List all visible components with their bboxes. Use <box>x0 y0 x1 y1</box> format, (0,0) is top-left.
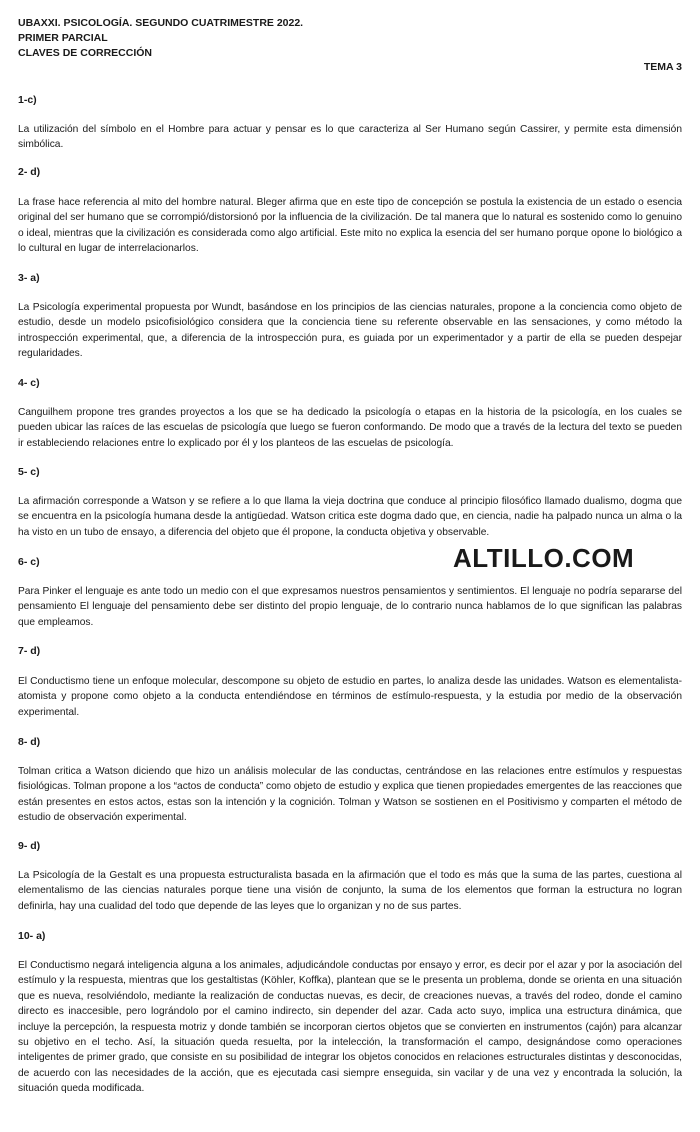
answer-2-label: 2- d) <box>18 166 41 178</box>
answer-1-text: La utilización del símbolo en el Hombre para actuar y pensar es lo que caracteriza al Ser Humano según Cassirer, y permite esta dimensión simbólica. <box>18 124 682 151</box>
answer-7-label: 7- d) <box>18 645 41 657</box>
answer-4-label: 4- c) <box>18 377 40 389</box>
header-line-2: PRIMER PARCIAL <box>18 32 108 44</box>
document-header <box>18 16 303 61</box>
tema-label: TEMA 3 <box>643 61 682 73</box>
answer-10-text: El Conductismo negará inteligencia alguna a los animales, adjudicándole conductas por ensayo y error, es decir por el azar y por la asociación del estímulo y la respuesta, mientras que los gestaltistas (Köhler, Koffka), plantean que se le presenta un problema, donde se orienta en una situación que es nueva, resolviéndolo, mediante la realización de conductas nuevas, es decir, de creaciones nuevas, a través del rodeo, donde el camino directo es inaccesible, pero lográndolo por el camino indirecto, sin depender del azar. Cada acto suyo, implica una estructura dinámica, que incluye la percepción, la respuesta motriz y donde también se incorporan ciertos objetos que se convierten en instrumentos (cajón) para alcanzar su objetivo en el techo. Así, la situación queda resuelta, por la intelección, la transformación el campo, designándose como operaciones inteligentes de primer grado, que consiste en su posibilidad de integrar los objetos conocidos en relaciones estructurales distintas y desconocidas, de acuerdo con las necesidades de la acción, que es ejecutada casi siempre enseguida, sin vacilar y de una vez y encontrada la solución, la situación queda modificada. <box>18 960 682 1095</box>
answer-4-text: Canguilhem propone tres grandes proyectos a los que se ha dedicado la psicología o etapas en la historia de la psicología, en los cuales se pueden ubicar las raíces de las escuelas de psicología que luego se fueron conformando. De modo que a través de la lectura del texto se pueden ir estableciendo relaciones entre lo explicado por él y los planteos de las escuelas de psicología. <box>18 407 682 449</box>
answer-5-label: 5- c) <box>18 466 40 478</box>
answer-6-label: 6- c) <box>18 556 40 568</box>
answer-8-label: 8- d) <box>18 736 41 748</box>
answer-2-text: La frase hace referencia al mito del hombre natural. Bleger afirma que en este tipo de concepción se postula la existencia de un estado o esencia original del ser humano que se corrompió/distorsionó por la influencia de la civilización. De tal manera que lo natural es sostenido como lo genuino o ideal, mientras que la civilización es considerada como algo artificial. Este mito no explica la esencia del ser humano porque opone lo biológico a lo cultural en lugar de interrelacionarlos. <box>18 197 682 255</box>
answer-5-text: La afirmación corresponde a Watson y se refiere a lo que llama la vieja doctrina que conduce al principio filosófico llamado dualismo, dogma que se encuentra en la psicología humana desde la antigüedad. Watson critica este dogma dado que, en ciencia, nadie ha palpado nunca un alma o la ha visto en un tubo de ensayo, a diferencia del objeto que él propone, la conducta objetiva y observable. <box>18 496 682 538</box>
answer-9-text: La Psicología de la Gestalt es una propuesta estructuralista basada en la afirmación que el todo es más que la suma de las partes, cuestiona al elementalismo de las ciencias naturales porque tiene una visión de conjunto, la suma de los elementos que forman la estructura no logran definirla, hay una cualidad del todo que depende de las leyes que lo organizan y no de sus partes. <box>18 870 682 912</box>
answer-1-label: 1-c) <box>18 94 37 106</box>
answer-3-text: La Psicología experimental propuesta por Wundt, basándose en los principios de las ciencias naturales, propone a la conciencia como objeto de estudio, desde un modelo psicofisiológico considera que la conciencia tiene su referente observable en las sensaciones, y como método la introspección experimental, que, a diferencia de la introspección pura, es guiada por un experimentador y a partir de ella se pueden despejar regularidades. <box>18 302 682 360</box>
header-line-1: UBAXXI. PSICOLOGÍA. SEGUNDO CUATRIMESTRE 2022. <box>18 17 304 29</box>
answer-9-label: 9- d) <box>18 840 41 852</box>
header-line-3: CLAVES DE CORRECCIÓN <box>18 47 152 59</box>
watermark-altillo: ALTILLO.COM <box>453 543 635 573</box>
answer-8-text: Tolman critica a Watson diciendo que hizo un análisis molecular de las conductas, centrándose en las relaciones entre estímulos y respuestas fisiológicas. Tolman propone a los “actos de conducta” como objeto de estudio y explica que tienen propiedades emergentes de las reacciones que están presentes en estos actos, estas son la intención y la cognición. Tolman y Watson se sostienen en el Positivismo y comparten el método de estudio de observación experimental. <box>18 766 682 824</box>
answer-10-label: 10- a) <box>18 930 46 942</box>
answer-3-label: 3- a) <box>18 272 40 284</box>
answer-6-text: Para Pinker el lenguaje es ante todo un medio con el que expresamos nuestros pensamientos y sentimientos. El lenguaje no podría separarse del pensamiento El lenguaje del pensamiento debe ser distinto del propio lenguaje, de lo contrario nunca hablamos de lo que significan las palabras que empleamos. <box>18 586 682 628</box>
answer-7-text: El Conductismo tiene un enfoque molecular, descompone su objeto de estudio en partes, lo analiza desde las unidades. Watson es elementalista-atomista y propone como objeto a la conducta entendiéndose en términos de estímulo-respuesta, y la estudia por medio de la observación experimental. <box>18 676 682 718</box>
